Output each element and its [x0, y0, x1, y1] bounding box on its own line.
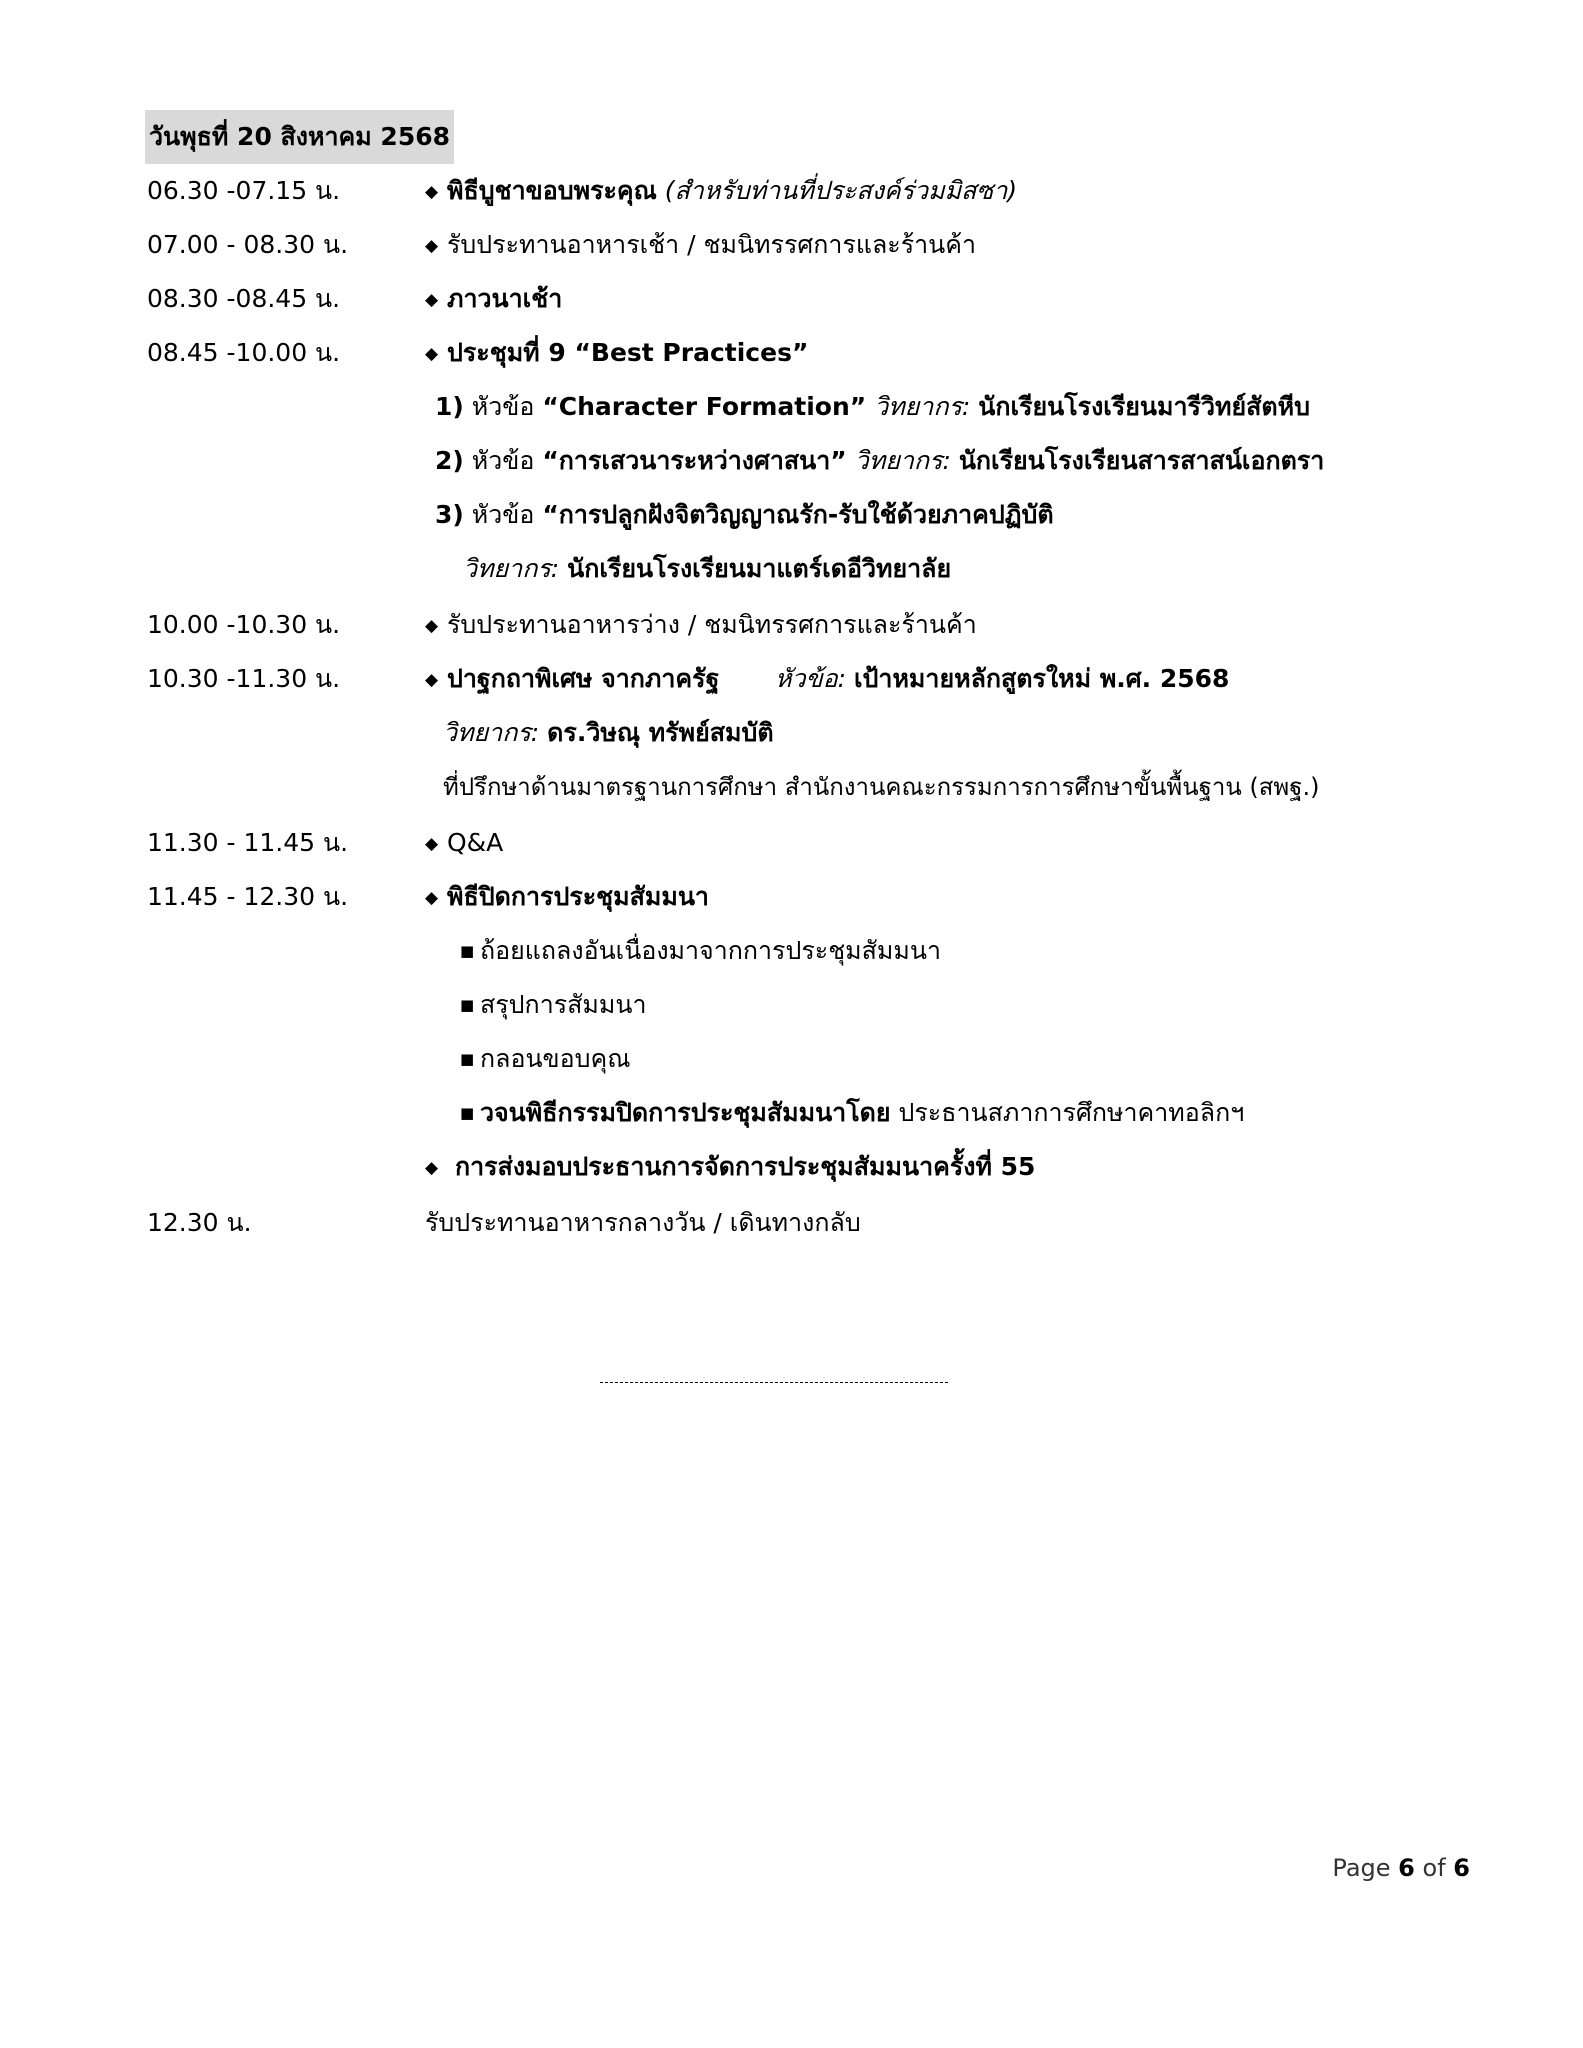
keynote-topic: หัวข้อ: เป้าหมายหลักสูตรใหม่ พ.ศ. 2568: [775, 664, 1230, 693]
sub-item: 3) หัวข้อ “การปลูกฝังจิตวิญญาณรัก-รับใช้ด้วยภาคปฏิบัติ: [435, 500, 1054, 529]
time-slot: 11.30 - 11.45 น.: [147, 828, 349, 857]
time-slot: 07.00 - 08.30 น.: [147, 230, 349, 259]
agenda-item: ◆ รับประทานอาหารเช้า / ชมนิทรรศการและร้านค้า: [425, 218, 976, 272]
agenda-item: ◆ พิธีปิดการประชุมสัมมนา: [425, 870, 709, 924]
sub-item: 2) หัวข้อ “การเสวนาระหว่างศาสนา” วิทยากร: นักเรียนโรงเรียนสารสาสน์เอกตรา: [435, 446, 1325, 475]
diamond-bullet-icon: ◆: [425, 834, 439, 854]
diamond-bullet-icon: ◆: [425, 888, 439, 908]
speaker-line: วิทยากร: ดร.วิษณุ ทรัพย์สมบัติ: [443, 718, 774, 747]
day-header: วันพุธที่ 20 สิงหาคม 2568: [145, 110, 454, 164]
agenda-item: ◆ รับประทานอาหารว่าง / ชมนิทรรศการและร้านค้า: [425, 598, 977, 652]
diamond-bullet-icon: ◆: [425, 616, 439, 636]
agenda-item: รับประทานอาหารกลางวัน / เดินทางกลับ: [425, 1208, 861, 1237]
time-slot: 11.45 - 12.30 น.: [147, 882, 349, 911]
diamond-bullet-icon: ◆: [425, 344, 439, 364]
agenda-item: ◆ ภาวนาเช้า: [425, 272, 562, 326]
diamond-bullet-icon: ◆: [425, 182, 439, 202]
time-slot: 12.30 น.: [147, 1208, 252, 1237]
agenda-item: ◆ ประชุมที่ 9 “Best Practices”: [425, 326, 808, 380]
sub-item: ■ กลอนขอบคุณ: [460, 1032, 630, 1086]
speaker-line: วิทยากร: นักเรียนโรงเรียนมาแตร์เดอีวิทยาลัย: [463, 554, 952, 583]
time-slot: 08.30 -08.45 น.: [147, 284, 341, 313]
diamond-bullet-icon: ◆: [425, 290, 439, 310]
diamond-bullet-icon: ◆: [425, 670, 439, 690]
speaker-position: ที่ปรึกษาด้านมาตรฐานการศึกษา สำนักงานคณะกรรมการการศึกษาขั้นพื้นฐาน (สพฐ.): [443, 773, 1320, 801]
diamond-bullet-icon: ◆: [425, 1158, 439, 1178]
agenda-item: ◆ Q&A: [425, 816, 503, 870]
page-footer: Page 6 of 6: [1332, 1854, 1470, 1882]
square-bullet-icon: ■: [460, 1104, 475, 1122]
agenda-item: ◆ การส่งมอบประธานการจัดการประชุมสัมมนาครั้งที่ 55: [425, 1140, 1035, 1194]
time-slot: 06.30 -07.15 น.: [147, 176, 341, 205]
agenda-item: ◆ พิธีบูชาขอบพระคุณ (สำหรับท่านที่ประสงค์ร่วมมิสซา): [425, 164, 1017, 218]
square-bullet-icon: ■: [460, 942, 475, 960]
square-bullet-icon: ■: [460, 1050, 475, 1068]
time-slot: 08.45 -10.00 น.: [147, 338, 341, 367]
sub-item: ■ ถ้อยแถลงอันเนื่องมาจากการประชุมสัมมนา: [460, 924, 941, 978]
diamond-bullet-icon: ◆: [425, 236, 439, 256]
time-slot: 10.00 -10.30 น.: [147, 610, 341, 639]
sub-item: ■ วจนพิธีกรรมปิดการประชุมสัมมนาโดย ประธานสภาการศึกษาคาทอลิกฯ: [460, 1086, 1244, 1140]
time-slot: 10.30 -11.30 น.: [147, 664, 341, 693]
agenda-item: ◆ ปาฐกถาพิเศษ จากภาครัฐ: [425, 652, 719, 706]
sub-item: ■ สรุปการสัมมนา: [460, 978, 647, 1032]
sub-item: 1) หัวข้อ “Character Formation” วิทยากร: นักเรียนโรงเรียนมารีวิทย์สัตหีบ: [435, 392, 1310, 421]
square-bullet-icon: ■: [460, 996, 475, 1014]
end-divider: [600, 1382, 948, 1383]
